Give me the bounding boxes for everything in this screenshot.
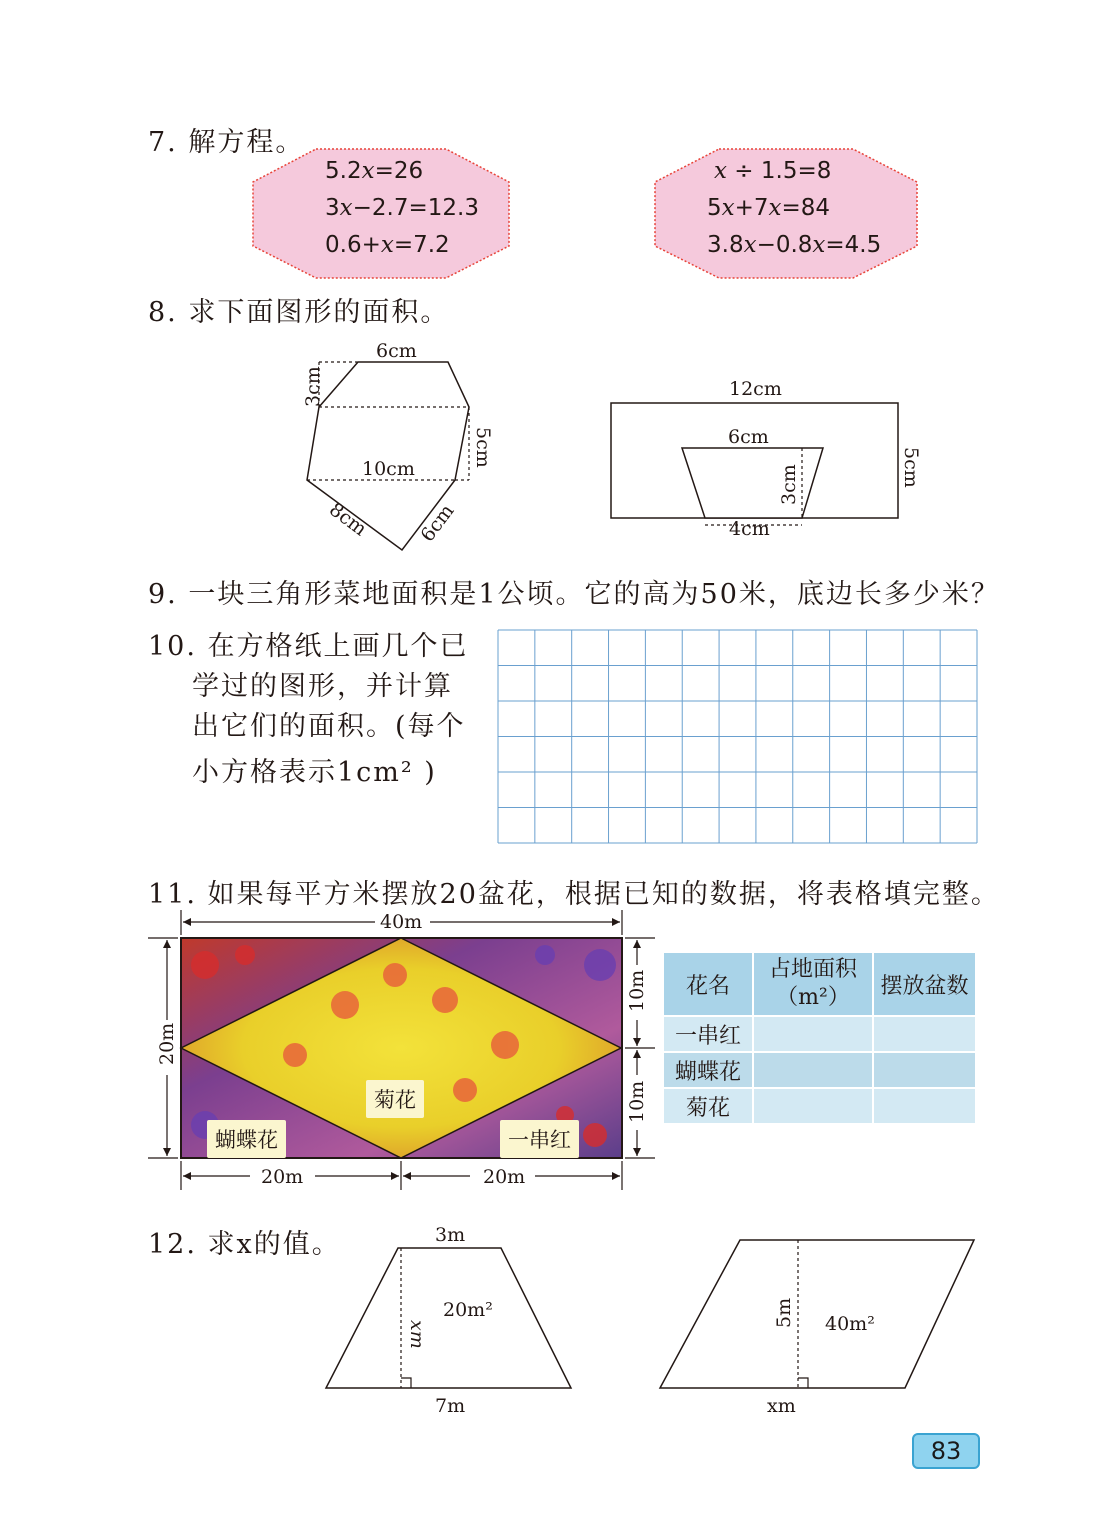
q8-title: 8. 求下面图形的面积。: [148, 297, 450, 328]
equation: x ÷ 1.5=8: [714, 158, 832, 184]
equation: 5x+7x=84: [707, 195, 831, 221]
trap-bottom-label: 7m: [435, 1395, 466, 1417]
q10-line: 学过的图形，并计算: [192, 671, 453, 702]
label-top: 6cm: [376, 340, 417, 362]
composite-figure: [290, 335, 520, 555]
trap-area-label: 20m²: [443, 1299, 493, 1321]
equations-box-left: [252, 148, 510, 279]
q9-title: 9. 一块三角形菜地面积是1公顷。它的高为50米，底边长多少米？: [148, 579, 1000, 610]
dim-bottom-right: 20m: [483, 1166, 526, 1188]
count-cell[interactable]: [873, 1052, 976, 1088]
tag-butterfly-flower: 蝴蝶花: [207, 1120, 286, 1158]
table-row: [663, 1016, 976, 1052]
table-row: [663, 1052, 976, 1088]
label-bottom-left: 8cm: [324, 498, 371, 541]
equation: 3x−2.7=12.3: [325, 195, 479, 221]
table-row: [663, 1088, 976, 1124]
count-cell[interactable]: [873, 1016, 976, 1052]
label-right-height: 5cm: [472, 427, 494, 468]
header-area-label: 占地面积: [768, 957, 857, 982]
label-trap-top: 6cm: [728, 426, 769, 448]
label-trap-height: 3cm: [778, 464, 800, 505]
tag-scarlet-sage: 一串红: [500, 1120, 579, 1158]
parallelogram-figure: [655, 1230, 985, 1425]
trapezoid-figure: [315, 1220, 585, 1420]
equation: 3.8x−0.8x=4.5: [707, 232, 882, 258]
equation: 5.2x=26: [325, 158, 424, 184]
label-mid: 10cm: [362, 458, 415, 480]
trap-height-label: xm: [406, 1320, 428, 1349]
page-number: 83: [912, 1433, 980, 1469]
label-trap-bottom: 4cm: [729, 518, 770, 540]
label-left-height: 3cm: [302, 366, 324, 407]
equation: 0.6+x=7.2: [325, 232, 450, 258]
label-width: 12cm: [729, 378, 782, 400]
label-bottom-right: 6cm: [416, 500, 459, 547]
q7-title: 7. 解方程。: [148, 127, 305, 158]
header-pot-count: 摆放盆数: [873, 952, 976, 1016]
header-flower-name: 花名: [663, 952, 753, 1016]
dim-bottom-left: 20m: [261, 1166, 304, 1188]
header-area: [753, 952, 873, 1016]
grid-paper[interactable]: [497, 629, 978, 844]
dim-right-bottom: 10m: [626, 1080, 648, 1123]
flower-name-cell: 蝴蝶花: [663, 1052, 753, 1088]
area-cell[interactable]: [753, 1088, 873, 1124]
equations-box-right: [654, 148, 918, 279]
dim-left: 20m: [156, 1022, 178, 1065]
area-cell[interactable]: [753, 1052, 873, 1088]
para-base-label: xm: [767, 1395, 796, 1417]
flower-name-cell: 一串红: [663, 1016, 753, 1052]
q11-title: 11. 如果每平方米摆放20盆花，根据已知的数据，将表格填完整。: [148, 879, 1000, 910]
flower-name-cell: 菊花: [663, 1088, 753, 1124]
q12-title: 12. 求x的值。: [148, 1229, 341, 1260]
flower-table: [662, 951, 977, 1125]
q10-line: 小方格表示1cm² ): [192, 757, 437, 788]
tag-chrysanthemum: 菊花: [366, 1080, 424, 1118]
para-height-label: 5m: [773, 1297, 795, 1328]
q10-text: [148, 627, 469, 793]
label-height: 5cm: [900, 447, 922, 488]
dim-top: 40m: [380, 911, 423, 933]
trap-top-label: 3m: [435, 1224, 466, 1246]
q10-line: 出它们的面积。(每个: [192, 711, 466, 742]
area-cell[interactable]: [753, 1016, 873, 1052]
header-area-unit: （m²）: [776, 985, 850, 1010]
dim-right-top: 10m: [626, 969, 648, 1012]
table-header-row: [663, 952, 976, 1016]
count-cell[interactable]: [873, 1088, 976, 1124]
rectangle-with-trapezoid: [605, 375, 922, 545]
para-area-label: 40m²: [825, 1313, 875, 1335]
q10-line: 10. 在方格纸上画几个已: [148, 631, 469, 662]
